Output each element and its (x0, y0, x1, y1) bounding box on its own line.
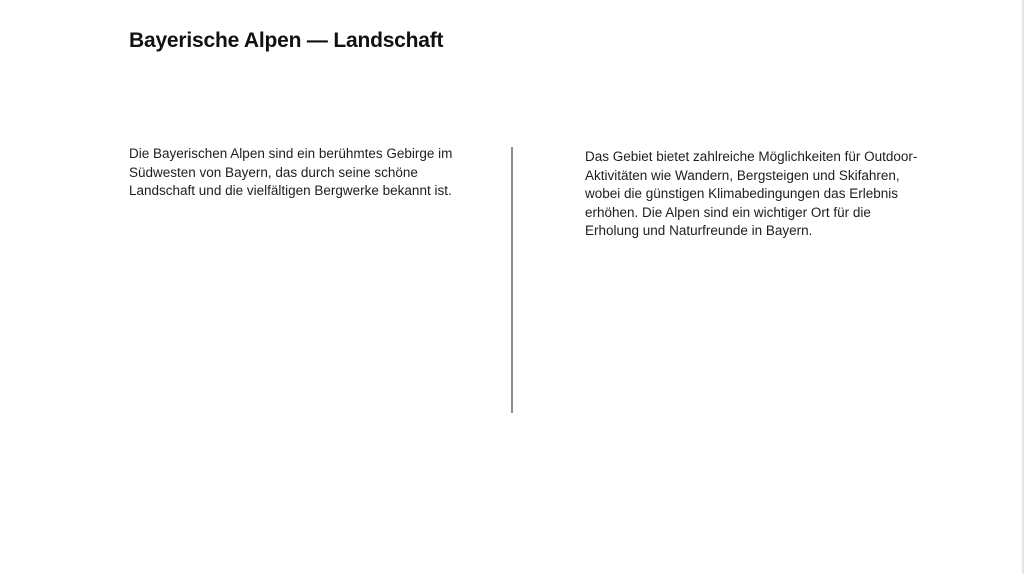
left-column-text: Die Bayerischen Alpen sind ein berühmtes Gebirge im Südwesten von Bayern, das durch seine schöne Landschaft und die vielfältigen Bergwerke bekannt ist. (129, 146, 453, 198)
slide-title: Bayerische Alpen — Landschaft (129, 29, 444, 52)
right-column-text: Das Gebiet bietet zahlreiche Möglichkeiten für Outdoor-Aktivitäten wie Wandern, Bergsteigen und Skifahren, wobei die günstigen Klimabedingungen das Erlebnis erhöhen. Die Alpen sind ein wichtiger Ort für die Erholung und Naturfreunde in Bayern. (585, 149, 918, 238)
column-divider (511, 147, 513, 413)
